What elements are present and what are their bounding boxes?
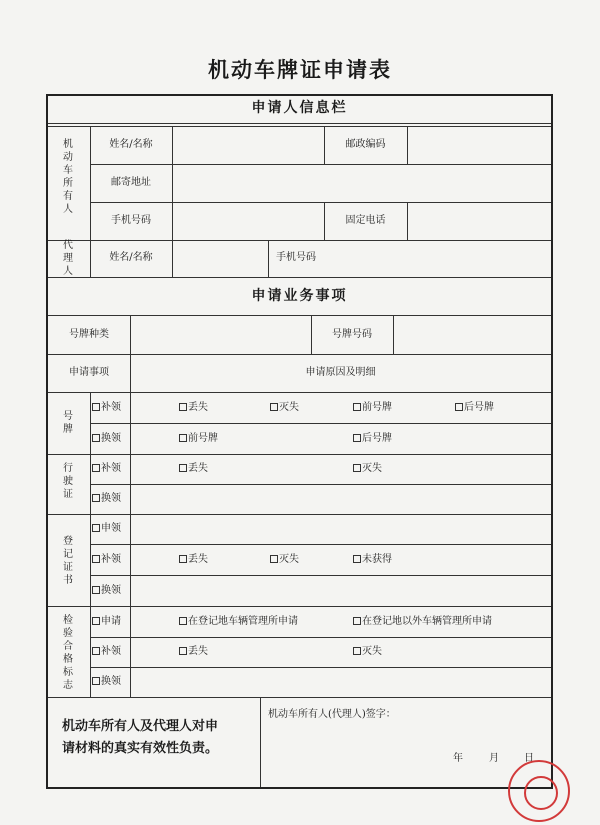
group-inspection-label: 检验合格标志 — [63, 615, 73, 691]
checkbox-icon — [179, 434, 187, 442]
section-business: 申请业务事项 — [251, 288, 348, 304]
plate-number-label: 号牌号码 — [332, 329, 372, 340]
agent-name-label: 姓名/名称 — [109, 252, 153, 263]
plate-replace-rear-option[interactable]: 后号牌 — [353, 433, 392, 445]
form-title: 机动车牌证申请表 — [208, 57, 392, 82]
checkbox-icon — [353, 434, 361, 442]
plate-reissue-lost-option[interactable]: 丢失 — [179, 402, 208, 414]
insp-lost-option[interactable]: 丢失 — [179, 646, 208, 658]
license-lost-option[interactable]: 丢失 — [179, 463, 208, 475]
signature-label: 机动车所有人(代理人)签字： — [268, 709, 396, 720]
group-plate-label: 号牌 — [63, 411, 73, 435]
checkbox-icon — [92, 555, 100, 563]
cert-reissue-option[interactable]: 补领 — [92, 554, 121, 566]
insp-replace-option[interactable]: 换领 — [92, 676, 121, 688]
declaration-line-2: 请材料的真实有效性负责。 — [62, 741, 219, 756]
owner-mobile-label: 手机号码 — [111, 215, 151, 226]
insp-other-office-option[interactable]: 在登记地以外车辆管理所申请 — [353, 616, 492, 628]
plate-type-label: 号牌种类 — [69, 329, 109, 340]
date-year-label: 年 — [453, 753, 463, 764]
seal-stamp — [508, 760, 570, 822]
checkbox-icon — [92, 494, 100, 502]
checkbox-icon — [92, 524, 100, 532]
plate-reissue-rear-option[interactable]: 后号牌 — [455, 402, 494, 414]
checkbox-icon — [92, 464, 100, 472]
checkbox-icon — [353, 403, 361, 411]
checkbox-icon — [179, 617, 187, 625]
checkbox-icon — [92, 677, 100, 685]
checkbox-icon — [179, 555, 187, 563]
matter-reason-label: 申请原因及明细 — [305, 367, 376, 378]
owner-postcode-label: 邮政编码 — [345, 139, 386, 150]
checkbox-icon — [353, 464, 361, 472]
license-reissue-option[interactable]: 补领 — [92, 463, 121, 475]
date-month-label: 月 — [489, 753, 499, 764]
checkbox-icon — [92, 586, 100, 594]
insp-local-office-option[interactable]: 在登记地车辆管理所申请 — [179, 616, 298, 628]
checkbox-icon — [353, 617, 361, 625]
owner-address-label: 邮寄地址 — [111, 177, 151, 188]
checkbox-icon — [92, 617, 100, 625]
declaration-line-1: 机动车所有人及代理人对申 — [62, 719, 219, 734]
license-destroyed-option[interactable]: 灭失 — [353, 463, 382, 475]
checkbox-icon — [353, 555, 361, 563]
checkbox-icon — [270, 403, 278, 411]
cert-destroyed-option[interactable]: 灭失 — [270, 554, 299, 566]
agent-mobile-label: 手机号码 — [276, 252, 316, 263]
checkbox-icon — [270, 555, 278, 563]
plate-reissue-destroyed-option[interactable]: 灭失 — [270, 402, 299, 414]
owner-group-label: 机动车所有人 — [63, 139, 73, 215]
plate-reissue-front-option[interactable]: 前号牌 — [353, 402, 392, 414]
group-license-label: 行驶证 — [63, 463, 73, 500]
form-table — [46, 94, 553, 789]
date-day-label: 日 — [524, 753, 534, 764]
owner-name-label: 姓名/名称 — [109, 139, 153, 150]
checkbox-icon — [92, 403, 100, 411]
checkbox-icon — [179, 403, 187, 411]
cert-replace-option[interactable]: 换领 — [92, 585, 121, 597]
checkbox-icon — [179, 464, 187, 472]
cert-not-obtained-option[interactable]: 未获得 — [353, 554, 392, 566]
checkbox-icon — [455, 403, 463, 411]
insp-apply-option[interactable]: 申请 — [92, 616, 121, 628]
matter-label: 申请事项 — [69, 367, 109, 378]
insp-destroyed-option[interactable]: 灭失 — [353, 646, 382, 658]
section-applicant-info: 申请人信息栏 — [251, 100, 348, 116]
insp-reissue-option[interactable]: 补领 — [92, 646, 121, 658]
agent-group-label: 代理人 — [63, 240, 73, 277]
checkbox-icon — [179, 647, 187, 655]
plate-replace-front-option[interactable]: 前号牌 — [179, 433, 218, 445]
plate-reissue-option[interactable]: 补领 — [92, 402, 121, 414]
checkbox-icon — [353, 647, 361, 655]
cert-lost-option[interactable]: 丢失 — [179, 554, 208, 566]
plate-replace-option[interactable]: 换领 — [92, 433, 121, 445]
group-certificate-label: 登记证书 — [63, 536, 73, 586]
cert-apply-option[interactable]: 申领 — [92, 523, 121, 535]
license-replace-option[interactable]: 换领 — [92, 493, 121, 505]
owner-phone-label: 固定电话 — [345, 215, 386, 226]
checkbox-icon — [92, 434, 100, 442]
checkbox-icon — [92, 647, 100, 655]
